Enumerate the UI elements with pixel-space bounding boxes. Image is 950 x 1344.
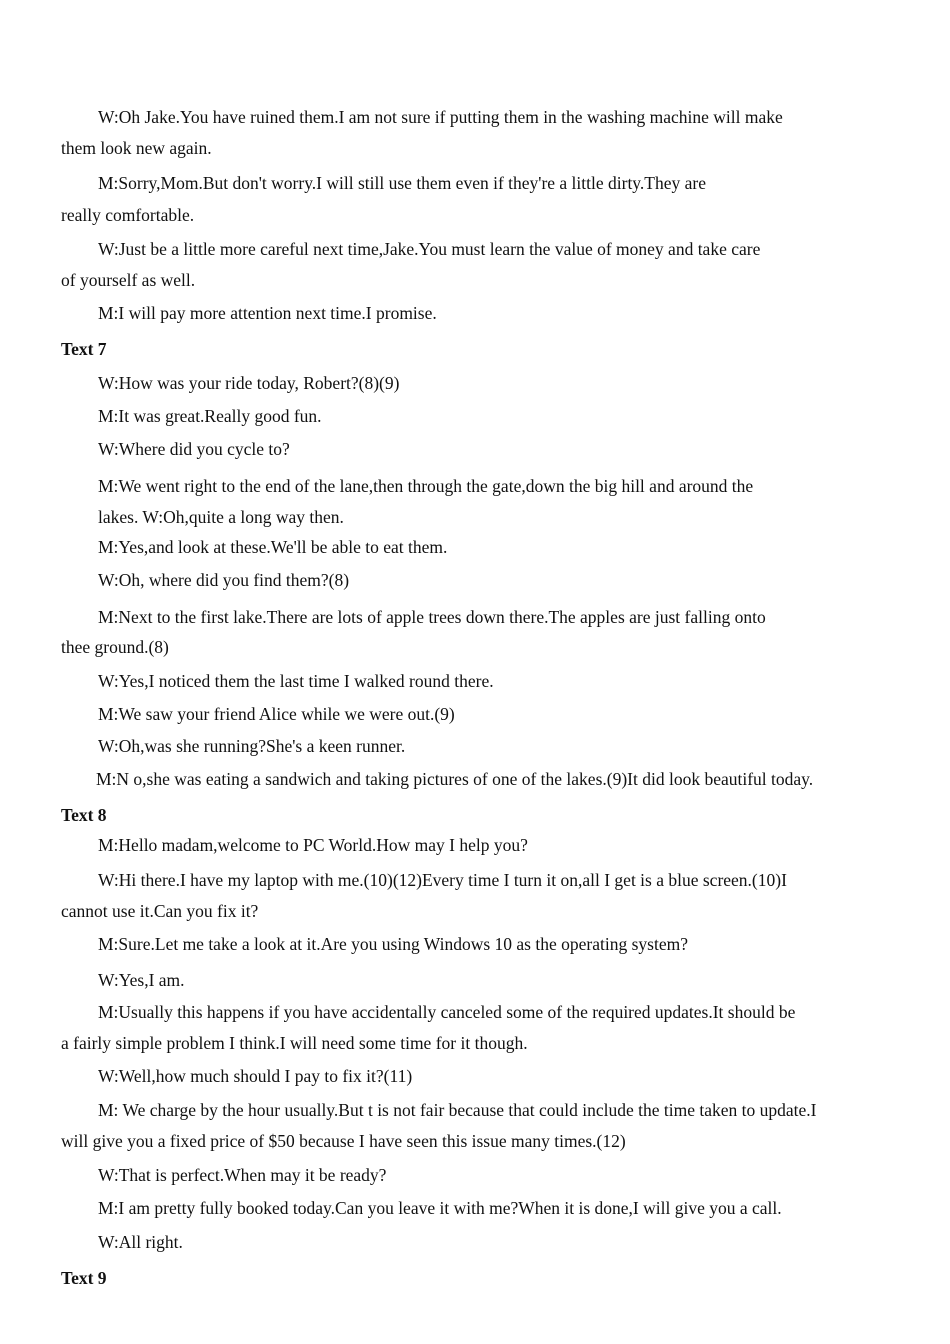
dialogue-line: W:Oh Jake.You have ruined them.I am not sure if putting them in the washing machine will make xyxy=(98,107,783,127)
section-heading: Text 7 xyxy=(61,339,107,359)
dialogue-line: M:I am pretty fully booked today.Can you leave it with me?When it is done,I will give you a call. xyxy=(98,1198,782,1218)
dialogue-line: of yourself as well. xyxy=(61,270,196,290)
dialogue-line: M:Sorry,Mom.But don't worry.I will still use them even if they're a little dirty.They are xyxy=(98,173,706,193)
dialogue-line: W:Yes,I noticed them the last time I walked round there. xyxy=(98,671,494,691)
dialogue-line: M:Sure.Let me take a look at it.Are you using Windows 10 as the operating system? xyxy=(98,934,688,954)
dialogue-line: W:Well,how much should I pay to fix it?(11) xyxy=(98,1066,413,1086)
dialogue-line: M:Yes,and look at these.We'll be able to eat them. xyxy=(98,537,448,557)
dialogue-line: W:How was your ride today, Robert?(8)(9) xyxy=(98,373,400,393)
section-heading: Text 8 xyxy=(61,805,107,825)
dialogue-line: W:Yes,I am. xyxy=(98,970,185,990)
dialogue-line: W:Oh,was she running?She's a keen runner. xyxy=(98,736,406,756)
dialogue-line: thee ground.(8) xyxy=(61,637,169,657)
dialogue-line: cannot use it.Can you fix it? xyxy=(61,901,259,921)
dialogue-line: M:Hello madam,welcome to PC World.How may I help you? xyxy=(98,835,528,855)
dialogue-line: will give you a fixed price of $50 because I have seen this issue many times.(12) xyxy=(61,1131,626,1151)
dialogue-line: M:I will pay more attention next time.I promise. xyxy=(98,303,437,323)
dialogue-line: M: We charge by the hour usually.But t is not fair because that could include the time taken to update.I xyxy=(98,1100,817,1120)
dialogue-line: M:It was great.Really good fun. xyxy=(98,406,322,426)
dialogue-line: a fairly simple problem I think.I will need some time for it though. xyxy=(61,1033,528,1053)
dialogue-line: W:All right. xyxy=(98,1232,183,1252)
dialogue-line: M:We went right to the end of the lane,then through the gate,down the big hill and around the xyxy=(98,476,754,496)
dialogue-line: M:Usually this happens if you have accidentally canceled some of the required updates.It should be xyxy=(98,1002,796,1022)
dialogue-line: really comfortable. xyxy=(61,205,195,225)
dialogue-line: W:Oh, where did you find them?(8) xyxy=(98,570,350,590)
dialogue-line: W:Hi there.I have my laptop with me.(10)(12)Every time I turn it on,all I get is a blue screen.(10)I xyxy=(98,870,787,890)
section-heading: Text 9 xyxy=(61,1268,107,1288)
dialogue-line: W:Just be a little more careful next time,Jake.You must learn the value of money and take care xyxy=(98,239,761,259)
dialogue-line: W:Where did you cycle to? xyxy=(98,439,290,459)
dialogue-line: W:That is perfect.When may it be ready? xyxy=(98,1165,387,1185)
dialogue-line: them look new again. xyxy=(61,138,212,158)
dialogue-line: lakes. W:Oh,quite a long way then. xyxy=(98,507,344,527)
dialogue-line: M:We saw your friend Alice while we were out.(9) xyxy=(98,704,455,724)
dialogue-line: M:Next to the first lake.There are lots of apple trees down there.The apples are just falling onto xyxy=(98,607,766,627)
dialogue-line: M:N o,she was eating a sandwich and taking pictures of one of the lakes.(9)It did look beautiful today. xyxy=(96,769,814,789)
